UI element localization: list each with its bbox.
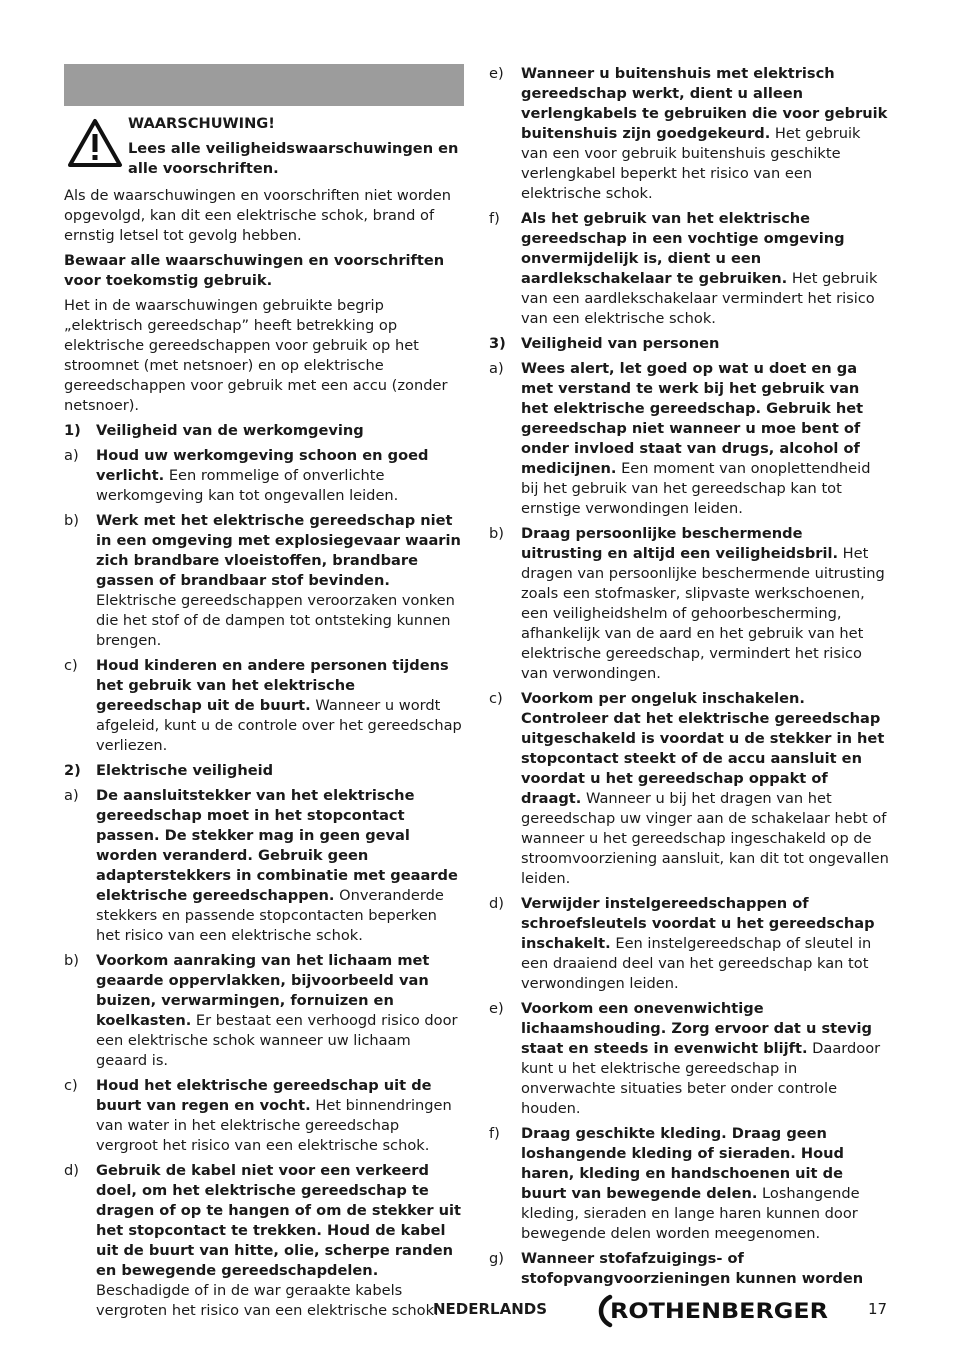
list-item-bold-text: Houd kinderen en andere personen tijdens het gebruik van het elektrische gereedschap uit de buurt. [96, 657, 449, 714]
logo-text: ROTHENBERGER [610, 1299, 828, 1323]
section-2-list [64, 786, 464, 1321]
list-item-text: Daardoor kunt u het elektrische gereedschap in onverwachte situaties beter onder controle houden. [521, 1040, 881, 1117]
list-item-label: f) [489, 210, 500, 227]
right-column [489, 64, 889, 1294]
list-item-text: Een rommelige of onverlichte werkomgeving kan tot ongevallen leiden. [96, 467, 399, 504]
section-title: Elektrische veiligheid [96, 762, 274, 779]
list-item-label: c) [64, 657, 78, 674]
list-item-label: d) [64, 1162, 79, 1179]
list-item-text: Onveranderde stekkers en passende stopcontacten beperken het risico van een elektrische schok. [96, 887, 444, 944]
list-item-bold-text: Gebruik de kabel niet voor een verkeerd doel, om het elektrische gereedschap te dragen of op te hangen of om de stekker uit het stopcontact te trekken. Houd de kabel uit de buurt van hitte, olie, scherpe randen en bewegende gereedschapdelen. [96, 1162, 462, 1279]
list-item [489, 1124, 889, 1244]
list-item-label: a) [64, 447, 79, 464]
list-item-bold-text: Draag geschikte kleding. Draag geen loshangende kleding of sieraden. Houd haren, kleding en handschoenen uit de buurt van bewegende delen. [521, 1125, 844, 1202]
list-item-bold-text: De aansluitstekker van het elektrische gereedschap moet in het stopcontact passen. De stekker mag in geen geval worden veranderd. Gebruik geen adapterstekkers in combinatie met geaarde elektrische gereedschappen. [96, 787, 458, 904]
section-2-list-continued [489, 64, 889, 329]
list-item [489, 1249, 889, 1289]
list-item-text: Wanneer u wordt afgeleid, kunt u de controle over het gereedschap verliezen. [96, 697, 462, 754]
section-heading-1 [64, 421, 464, 441]
list-item-label: b) [489, 525, 504, 542]
section-heading-3 [489, 334, 889, 354]
list-item-label: b) [64, 952, 79, 969]
list-item-text: Het dragen van persoonlijke beschermende uitrusting zoals een stofmasker, slipvaste werkschoenen, een veiligheidshelm of gehoorbescherming, afhankelijk van de aard en het gebruik van het elektrische gereedschap, vermindert het risico van verwondingen. [521, 545, 885, 682]
list-item-bold-text: Als het gebruik van het elektrische gereedschap in een vochtige omgeving onvermijdelijk is, dient u een aardlekschakelaar te gebruiken. [521, 210, 845, 287]
section-title: Veiligheid van personen [521, 335, 720, 352]
list-item-text: Een moment van onoplettendheid bij het gebruik van het gereedschap kan tot ernstige verwondingen leiden. [521, 460, 871, 517]
list-item-text: Het binnendringen van water in het elektrische gereedschap vergroot het risico van een elektrische schok. [96, 1097, 452, 1154]
intro-paragraph-1: Als de waarschuwingen en voorschriften niet worden opgevolgd, kan dit een elektrische schok, brand of ernstig letsel tot gevolg hebben. [64, 187, 451, 244]
list-item-bold-text: Voorkom aanraking van het lichaam met geaarde oppervlakken, bijvoorbeeld van buizen, verwarmingen, fornuizen en koelkasten. [96, 952, 430, 1029]
list-item-bold-text: Voorkom een onevenwichtige lichaamshouding. Zorg ervoor dat u stevig staat en steeds in evenwicht blijft. [521, 1000, 872, 1057]
list-item [489, 689, 889, 889]
list-item-label: e) [489, 65, 504, 82]
list-item-label: a) [64, 787, 79, 804]
list-item [64, 1076, 464, 1156]
section-1-list [64, 446, 464, 756]
list-item-text: Het gebruik van een aardlekschakelaar vermindert het risico van een elektrische schok. [521, 270, 878, 327]
section-heading-2 [64, 761, 464, 781]
section-header-bar [64, 64, 464, 106]
list-item [64, 446, 464, 506]
list-item [64, 656, 464, 756]
rothenberger-logo [596, 1294, 834, 1328]
page-number: 17 [868, 1300, 888, 1318]
list-item-label: d) [489, 895, 504, 912]
list-item [489, 359, 889, 519]
section-number: 1) [64, 422, 81, 439]
list-item-label: g) [489, 1250, 504, 1267]
list-item-text: Een instelgereedschap of sleutel in een draaiend deel van het gereedschap kan tot verwondingen leiden. [521, 935, 872, 992]
list-item [489, 524, 889, 684]
section-number: 2) [64, 762, 81, 779]
warning-triangle-icon [67, 118, 123, 168]
list-item-text: Wanneer u bij het dragen van het gereedschap uw vinger aan de schakelaar hebt of wanneer u het gereedschap ingeschakeld op de stroomvoorziening aansluit, kan dit tot ongevallen leiden. [521, 790, 889, 887]
list-item-bold-text: Verwijder instelgereedschappen of schroefsleutels voordat u het gereedschap inschakelt. [521, 895, 875, 952]
list-item [489, 209, 889, 329]
list-item-text: Er bestaat een verhoogd risico door een elektrische schok wanneer uw lichaam geaard is. [96, 1012, 458, 1069]
list-item [489, 64, 889, 204]
intro-paragraph-2: Bewaar alle waarschuwingen en voorschriften voor toekomstig gebruik. [64, 252, 445, 289]
section-3-list [489, 359, 889, 1289]
list-item-label: e) [489, 1000, 504, 1017]
list-item-bold-text: Wanneer stofafzuigings- of stofopvangvoorzieningen kunnen worden [521, 1250, 864, 1287]
list-item-bold-text: Draag persoonlijke beschermende uitrusting en altijd een veiligheidsbril. [521, 525, 839, 562]
list-item [64, 786, 464, 946]
list-item-bold-text: Werk met het elektrische gereedschap niet in een omgeving met explosiegevaar waarin zich brandbare vloeistoffen, brandbare gassen of brandbaar stof bevinden. [96, 512, 461, 589]
list-item-bold-text: Voorkom per ongeluk inschakelen. Controleer dat het elektrische gereedschap uitgeschakeld is voordat u de stekker in het stopcontact steekt of de accu aansluit en voordat u het gereedschap oppakt of draagt. [521, 690, 885, 807]
list-item-bold-text: Wanneer u buitenshuis met elektrisch gereedschap werkt, dient u alleen verlengkabels te gebruiken die voor gebruik buitenshuis zijn goedgekeurd. [521, 65, 888, 142]
warning-block [64, 114, 464, 186]
list-item-text: Beschadigde of in de war geraakte kabels vergroten het risico van een elektrische schok. [96, 1282, 439, 1319]
left-column [64, 64, 464, 1326]
list-item-label: f) [489, 1125, 500, 1142]
section-title: Veiligheid van de werkomgeving [96, 422, 364, 439]
list-item-label: c) [64, 1077, 78, 1094]
list-item-label: a) [489, 360, 504, 377]
list-item [489, 999, 889, 1119]
intro-paragraph-3: Het in de waarschuwingen gebruikte begrip „elektrisch gereedschap” heeft betrekking op elektrische gereedschappen voor gebruik op het stroomnet (met netsnoer) en op elektrische gereedschappen voor gebruik met een accu (zonder netsnoer). [64, 297, 448, 414]
list-item-bold-text: Houd het elektrische gereedschap uit de buurt van regen en vocht. [96, 1077, 432, 1114]
warning-lead: Lees alle veiligheidswaarschuwingen en alle voorschriften. [128, 140, 459, 177]
footer-language: NEDERLANDS [433, 1300, 548, 1318]
list-item-text: Loshangende kleding, sieraden en lange haren kunnen door bewegende delen worden meegenomen. [521, 1185, 860, 1242]
section-number: 3) [489, 335, 506, 352]
list-item-bold-text: Wees alert, let goed op wat u doet en ga met verstand te werk bij het gebruik van het elektrische gereedschap. Gebruik het gereedschap niet wanneer u moe bent of onder invloed staat van drugs, alcohol of medicijnen. [521, 360, 864, 477]
list-item [489, 894, 889, 994]
list-item-text: Elektrische gereedschappen veroorzaken vonken die het stof of de dampen tot ontsteking kunnen brengen. [96, 592, 455, 649]
list-item-label: c) [489, 690, 503, 707]
list-item-bold-text: Houd uw werkomgeving schoon en goed verlicht. [96, 447, 429, 484]
list-item [64, 511, 464, 651]
list-item-label: b) [64, 512, 79, 529]
list-item [64, 1161, 464, 1321]
list-item [64, 951, 464, 1071]
warning-title: WAARSCHUWING! [128, 115, 275, 132]
list-item-text: Het gebruik van een voor gebruik buitenshuis geschikte verlengkabel beperkt het risico van een elektrische schok. [521, 125, 861, 202]
